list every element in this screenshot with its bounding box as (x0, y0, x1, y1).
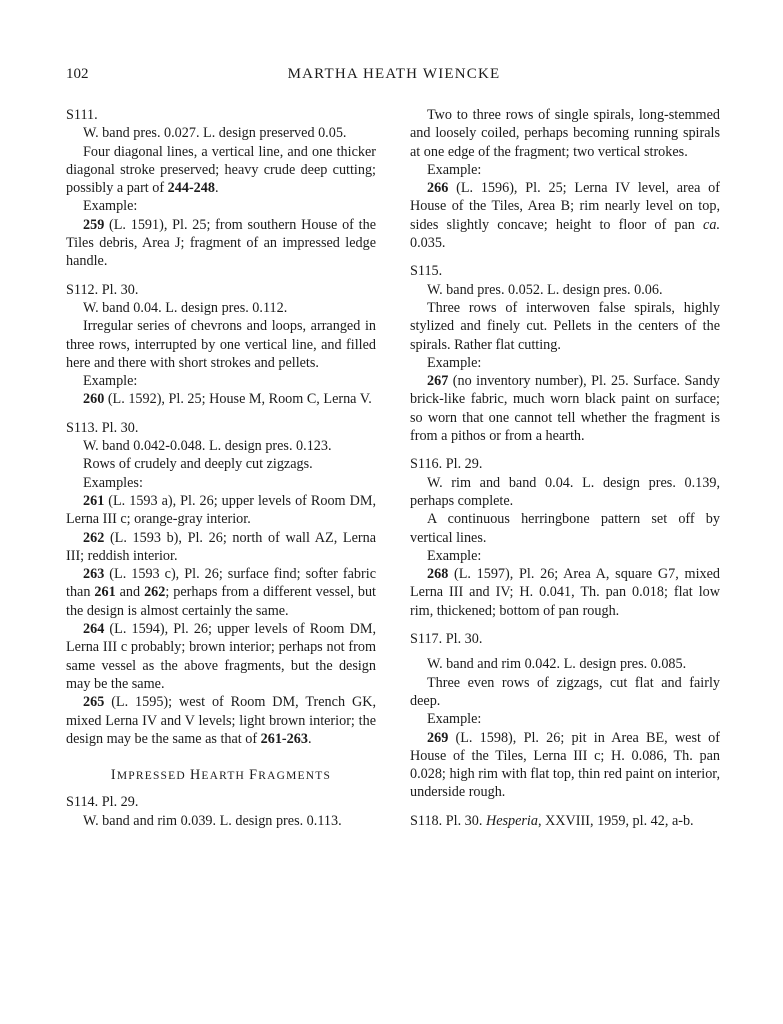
entry-heading: S116. Pl. 29. (410, 456, 483, 473)
entry-dimensions: W. band 0.042-0.048. L. design pres. 0.123. (83, 438, 332, 455)
entry-s117 (410, 630, 720, 802)
catalog-ref: 261-263 (260, 730, 308, 747)
entry-s118 (410, 812, 720, 830)
example-item: 263 (L. 1593 c), Pl. 26; surface find; softer fabric than 261 and 262; perhaps from a different vessel, but the design is almost certainly the same. (66, 566, 376, 619)
section-heading: IMPRESSED HEARTH FRAGMENTS (110, 767, 332, 784)
example-item: 268 (L. 1597), Pl. 26; Area A, square G7, mixed Lerna III and IV; H. 0.041, Th. pan 0.018; flat low rim, thickened; bottom of pan rough. (410, 566, 720, 619)
entry-description: Four diagonal lines, a vertical line, and one thicker diagonal stroke preserved; heavy crude deep cutting; possibly a part of 244-248. (66, 143, 376, 197)
entry-s115 (410, 262, 720, 445)
example-item: 260 (L. 1592), Pl. 25; House M, Room C, Lerna V. (83, 391, 372, 408)
entry-description: Irregular series of chevrons and loops, arranged in three rows, interrupted by one vertical line, and filled here and there with short strokes and pellets. (66, 318, 376, 371)
journal-title: Hesperia (485, 812, 538, 829)
catalog-number: 259 (83, 216, 105, 233)
entry-s114 (66, 793, 376, 830)
example-label: Examples: (83, 474, 143, 491)
entry-dimensions: W. band and rim 0.042. L. design pres. 0.085. (427, 656, 687, 673)
example-label: Example: (427, 711, 482, 728)
entry-description: Rows of crudely and deeply cut zigzags. (83, 456, 313, 473)
example-label: Example: (83, 198, 138, 215)
catalog-number: 268 (427, 566, 449, 583)
catalog-ref: 262 (144, 584, 166, 601)
catalog-number: 260 (83, 391, 105, 408)
entry-heading: S115. (410, 263, 443, 280)
example-label: Example: (427, 547, 482, 564)
catalog-number: 267 (427, 373, 449, 390)
entry-heading: S117. Pl. 30. (410, 631, 483, 648)
page-number: 102 (66, 66, 89, 82)
example-item: 265 (L. 1595); west of Room DM, Trench GK, mixed Lerna IV and V levels; light brown interior; the design may be the same as that of 261-263. (66, 694, 376, 747)
entry-description: Three even rows of zigzags, cut flat and fairly deep. (410, 674, 720, 709)
example-item: 262 (L. 1593 b), Pl. 26; north of wall AZ, Lerna III; reddish interior. (66, 529, 376, 564)
example-item: 269 (L. 1598), Pl. 26; pit in Area BE, west of House of the Tiles, Lerna III c; H. 0.086, Th. pan 0.028; high rim with flat top, thin red paint on interior, underside rough. (410, 729, 720, 801)
entry-s113 (66, 419, 376, 748)
entry-dimensions: W. band pres. 0.027. L. design preserved 0.05. (83, 125, 347, 142)
page-header (66, 66, 722, 86)
entry-dimensions: W. rim and band 0.04. L. design pres. 0.139, perhaps complete. (410, 474, 720, 509)
left-column (66, 106, 376, 830)
catalog-number: 269 (427, 729, 449, 746)
entry-dimensions: W. band pres. 0.052. L. design pres. 0.06. (427, 281, 663, 298)
right-column (410, 106, 720, 830)
entry-dimensions: W. band and rim 0.039. L. design pres. 0.113. (83, 812, 342, 829)
catalog-number: 266 (427, 180, 449, 197)
entry-heading: S118. Pl. 30. Hesperia, XXVIII, 1959, pl. 42, a-b. (410, 812, 694, 829)
example-label: Example: (427, 161, 482, 178)
example-item: 259 (L. 1591), Pl. 25; from southern House of the Tiles debris, Area J; fragment of an impressed ledge handle. (66, 216, 376, 270)
entry-heading: S114. Pl. 29. (66, 794, 139, 811)
catalog-number: 263 (83, 566, 105, 583)
running-head: MARTHA HEATH WIENCKE (287, 66, 501, 82)
entry-s112 (66, 281, 376, 409)
entry-heading: S113. Pl. 30. (66, 419, 139, 436)
catalog-number: 265 (83, 694, 105, 711)
example-item: 261 (L. 1593 a), Pl. 26; upper levels of Room DM, Lerna III c; orange-gray interior. (66, 492, 376, 528)
example-item: 267 (no inventory number), Pl. 25. Surface. Sandy brick-like fabric, much worn black paint on surface; so worn that one cannot tell whether the fragment is from a pithos or from a hearth. (410, 373, 720, 445)
catalog-number: 264 (83, 621, 105, 638)
entry-heading: S112. Pl. 30. (66, 281, 139, 298)
example-item: 264 (L. 1594), Pl. 26; upper levels of Room DM, Lerna III c probably; brown interior; perhaps not from same vessel as the above fragments, but the design may be the same. (66, 621, 376, 692)
entry-s116 (410, 455, 720, 620)
catalog-number: 261 (83, 492, 105, 509)
catalog-ref: 261 (94, 584, 116, 601)
catalog-ref: 244-248 (167, 180, 215, 197)
example-label: Example: (83, 373, 138, 390)
entry-description: Three rows of interwoven false spirals, highly stylized and finely cut. Pellets in the centers of the spirals. Rather flat cutting. (410, 299, 720, 353)
entry-heading: S111. (66, 107, 98, 123)
entry-description: Two to three rows of single spirals, long-stemmed and loosely coiled, perhaps becoming running spirals at one edge of the fragment; two vertical strokes. (410, 107, 720, 160)
entry-description: A continuous herringbone pattern set off by vertical lines. (410, 511, 720, 546)
example-label: Example: (427, 354, 482, 371)
entry-dimensions: W. band 0.04. L. design pres. 0.112. (83, 299, 288, 316)
catalog-number: 262 (83, 529, 105, 546)
example-item: 266 (L. 1596), Pl. 25; Lerna IV level, area of House of the Tiles, Area B; rim nearly level on top, sides slightly concave; height to floor of pan ca. 0.035. (410, 180, 720, 252)
entry-s111 (66, 106, 376, 271)
entry-s114-continued (410, 106, 720, 252)
